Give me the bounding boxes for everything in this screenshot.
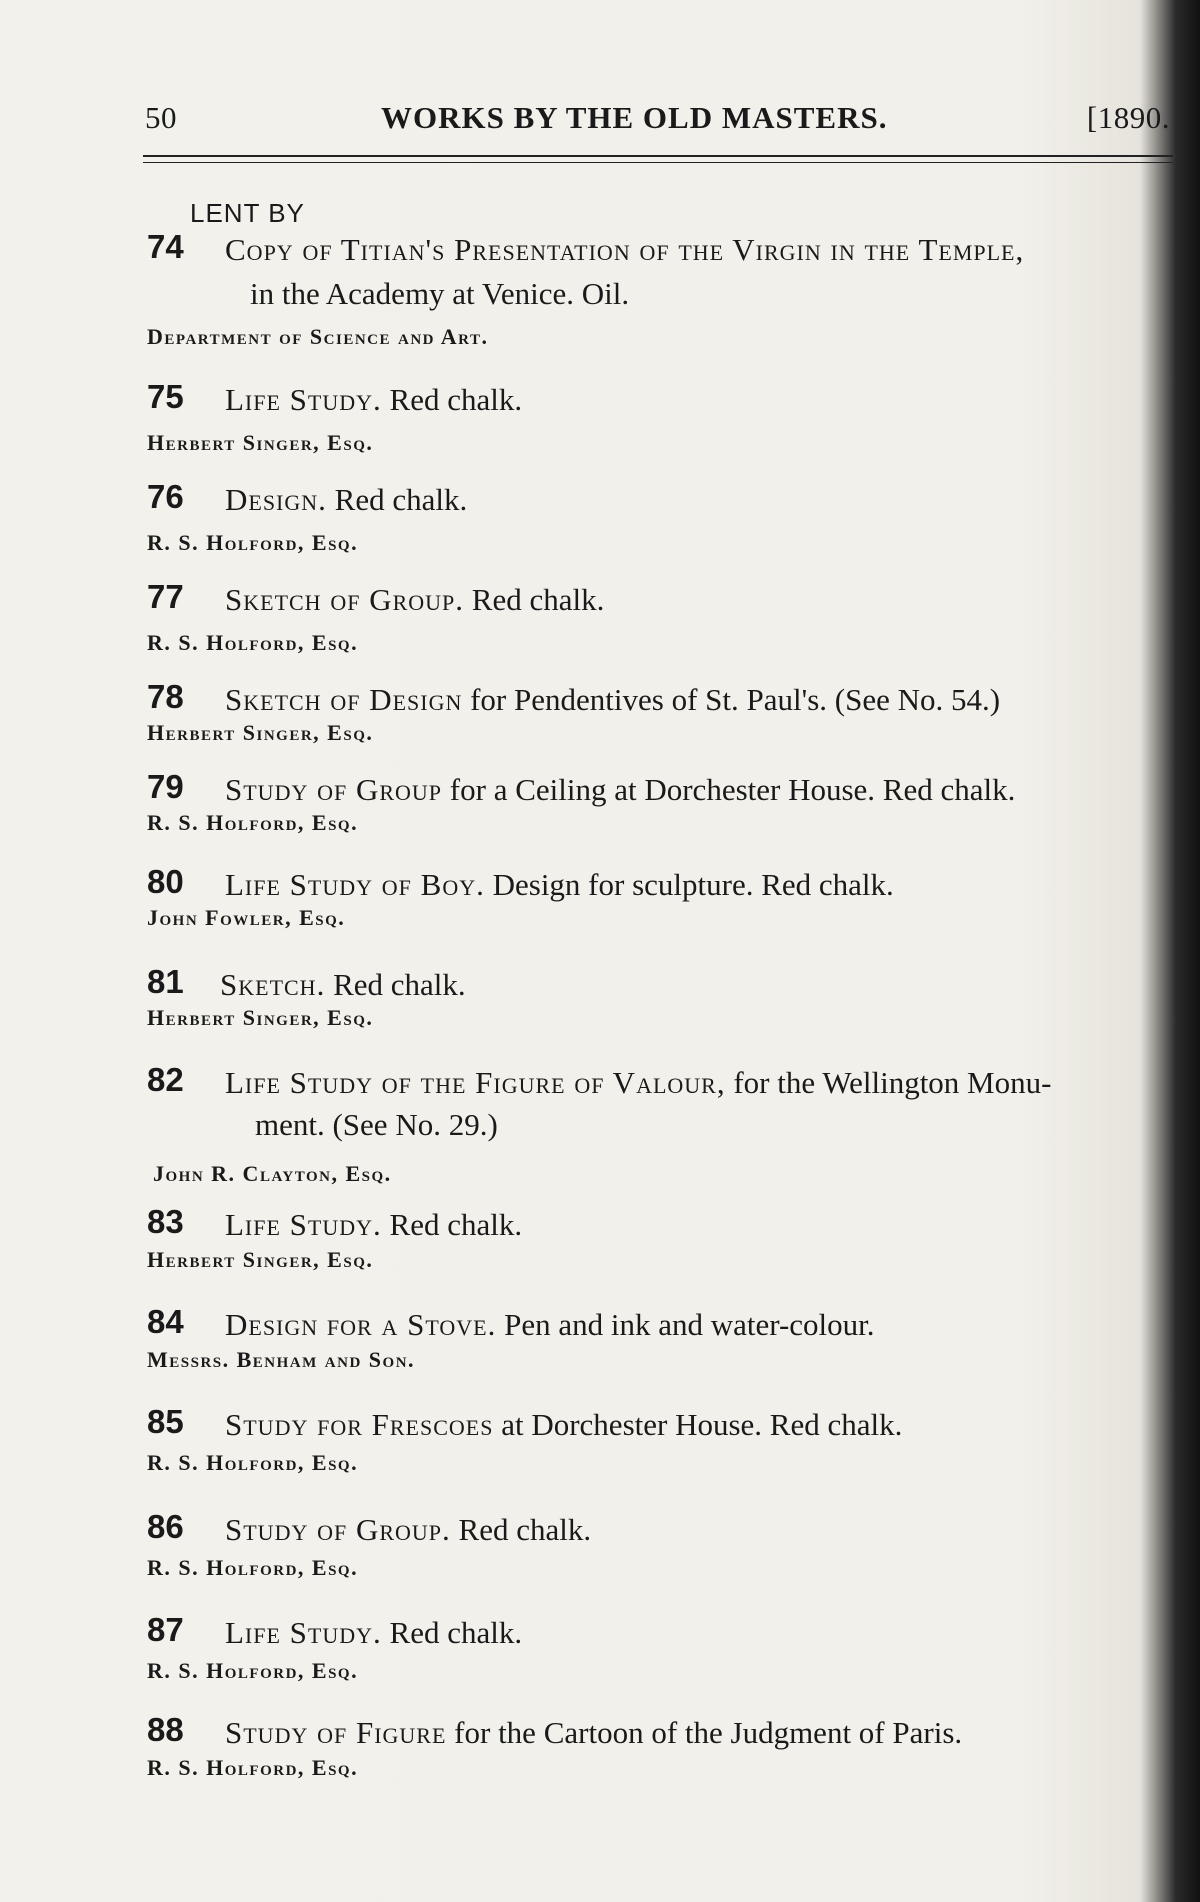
running-title: WORKS BY THE OLD MASTERS.: [381, 100, 888, 135]
entry-title: Study of Group: [225, 772, 443, 807]
entry-lender: R. S. Holford, Esq.: [147, 1555, 359, 1580]
year-marker: [1890.: [1086, 100, 1170, 135]
entry-description: [225, 478, 467, 522]
entry-lender: Herbert Singer, Esq.: [147, 430, 374, 455]
entry-detail: for Pendentives of St. Paul's. (See No. 54.): [462, 682, 1001, 717]
entry-number: 75: [147, 378, 184, 415]
entry-description: [225, 578, 604, 622]
entry-detail: Red chalk.: [326, 482, 468, 517]
entry-lender: Herbert Singer, Esq.: [147, 1005, 374, 1030]
entry-lender: R. S. Holford, Esq.: [147, 1450, 359, 1475]
entry-number: 85: [147, 1403, 184, 1440]
entry-detail: for a Ceiling at Dorchester House. Red chalk.: [442, 772, 1016, 807]
entry-title: Sketch.: [220, 967, 326, 1002]
header-rule: [143, 155, 1173, 157]
entry-description: [225, 678, 1000, 722]
entry-description: [225, 1611, 522, 1655]
entry-number: 76: [147, 478, 184, 515]
entry-lender: Department of Science and Art.: [147, 324, 489, 349]
entry-lender: R. S. Holford, Esq.: [147, 1658, 359, 1683]
entry-continuation: in the Academy at Venice. Oil.: [250, 276, 630, 311]
entry-detail: Red chalk.: [464, 582, 605, 617]
entry-number: 87: [147, 1611, 184, 1648]
entry-lender: Messrs. Benham and Son.: [147, 1347, 416, 1372]
entry-detail: at Dorchester House. Red chalk.: [493, 1407, 903, 1442]
entry-title: Sketch of Design: [225, 682, 463, 717]
entry-title: Life Study.: [225, 382, 382, 417]
entry-description: [225, 1508, 591, 1552]
entry-detail: Red chalk.: [325, 967, 466, 1002]
entry-lender: R. S. Holford, Esq.: [147, 630, 359, 655]
entry-description: [225, 378, 522, 422]
entry-detail: Red chalk.: [381, 1615, 523, 1650]
entry-number: 84: [147, 1303, 184, 1340]
entry-detail: for the Wellington Monu-: [725, 1065, 1052, 1100]
entry-number: 74: [147, 228, 184, 265]
entry-lender: R. S. Holford, Esq.: [147, 1755, 359, 1780]
entry-number: 77: [147, 578, 184, 615]
entry-detail: Design for sculpture. Red chalk.: [484, 867, 894, 902]
entry-number: 80: [147, 863, 184, 900]
lent-by-heading: LENT BY: [190, 198, 305, 228]
entry-description: [225, 768, 1015, 812]
entry-number: 81: [147, 963, 184, 1000]
entry-lender: Herbert Singer, Esq.: [147, 1247, 374, 1272]
entry-title: Study of Figure: [225, 1715, 447, 1750]
page-number: 50: [145, 100, 177, 135]
entry-title: Study for Frescoes: [225, 1407, 494, 1442]
entry-number: 78: [147, 678, 184, 715]
entry-lender: R. S. Holford, Esq.: [147, 530, 359, 555]
entry-title: Study of Group.: [225, 1512, 451, 1547]
entry-detail: for the Cartoon of the Judgment of Paris.: [446, 1715, 963, 1750]
entry-detail: Pen and ink and water-colour.: [496, 1307, 875, 1342]
entry-number: 88: [147, 1711, 184, 1748]
entry-description: [220, 963, 466, 1007]
entry-title: Copy of Titian's Presentation of the Virgin in the Temple,: [225, 232, 1025, 267]
entry-title: Design for a Stove.: [225, 1307, 497, 1342]
entry-title: Life Study of the Figure of Valour,: [225, 1065, 726, 1100]
entry-description: [225, 228, 1024, 272]
entry-number: 79: [147, 768, 184, 805]
header-rule-thin: [143, 162, 1173, 163]
entry-lender: John R. Clayton, Esq.: [153, 1161, 392, 1186]
entry-title: Life Study of Boy.: [225, 867, 485, 902]
entry-number: 82: [147, 1061, 184, 1098]
entry-detail: Red chalk.: [450, 1512, 592, 1547]
page-header: [145, 100, 1170, 150]
entry-lender: Herbert Singer, Esq.: [147, 720, 374, 745]
entry-description: [225, 1203, 522, 1247]
entry-title: Life Study.: [225, 1207, 382, 1242]
entry-description: [225, 1403, 902, 1447]
entry-title: Sketch of Group.: [225, 582, 465, 617]
entry-description: [225, 1061, 1051, 1105]
entry-description: [225, 1711, 962, 1755]
entry-description: [225, 1303, 875, 1347]
entry-title: Design.: [225, 482, 327, 517]
entry-lender: R. S. Holford, Esq.: [147, 810, 359, 835]
entry-title: Life Study.: [225, 1615, 382, 1650]
entry-detail: Red chalk.: [381, 382, 523, 417]
entry-number: 83: [147, 1203, 184, 1240]
entry-number: 86: [147, 1508, 184, 1545]
entry-detail: Red chalk.: [381, 1207, 523, 1242]
entry-description: [225, 863, 894, 907]
entry-continuation: ment. (See No. 29.): [255, 1107, 498, 1142]
entry-lender: John Fowler, Esq.: [147, 905, 346, 930]
